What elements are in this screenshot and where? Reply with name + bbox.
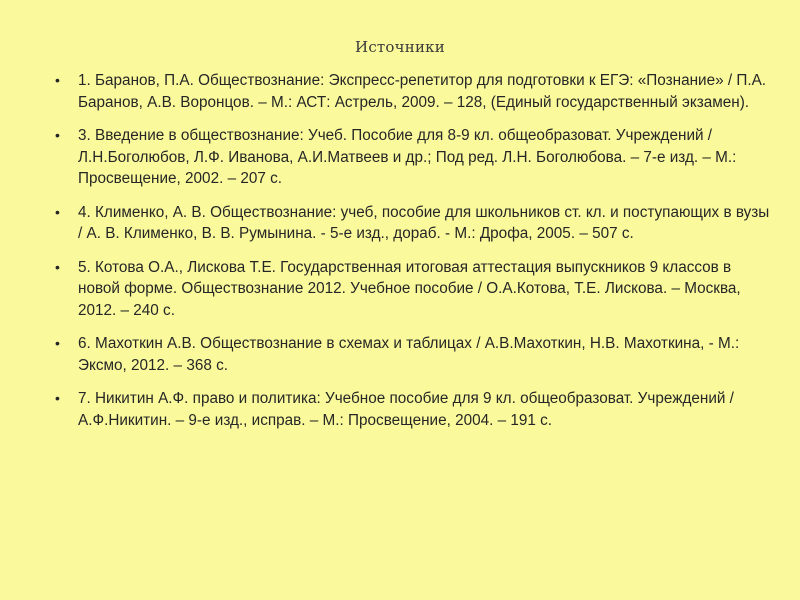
bullet-icon: • — [55, 203, 60, 220]
list-item — [55, 257, 770, 322]
bullet-icon: • — [55, 258, 60, 275]
bullet-icon: • — [55, 127, 60, 143]
sources-list — [55, 70, 770, 443]
list-item — [55, 125, 770, 190]
list-item-text: 6. Махоткин А.В. Обществознание в схемах и таблицах / А.В.Махоткин, Н.В. Махоткина, - М.: Эксмо, 2012. – 368 с. — [78, 335, 740, 374]
bullet-icon: • — [55, 72, 60, 88]
bullet-icon: • — [55, 335, 60, 351]
slide-title: Источники — [355, 38, 445, 56]
list-item — [55, 388, 770, 431]
list-item — [55, 333, 770, 376]
list-item-text: 5. Котова О.А., Лискова Т.Е. Государственная итоговая аттестация выпускников 9 классов в новой форме. Обществознание 2012. Учебное пособие / О.А.Котова, Т.Е. Лискова. – Москва, 2012. – 240 с. — [78, 258, 741, 319]
list-item-text: 4. Клименко, А. В. Обществознание: учеб, пособие для школьников ст. кл. и поступающих в вузы / А. В. Клименко, В. В. Румынина. - 5-е изд., дораб. - М.: Дрофа, 2005. – 507 с. — [78, 203, 770, 242]
bullet-icon: • — [55, 390, 60, 406]
list-item — [55, 202, 770, 245]
list-item-text: 1. Баранов, П.А. Обществознание: Экспресс-репетитор для подготовки к ЕГЭ: «Познание» / П.А. Баранов, А.В. Воронцов. – М.: АСТ: Астрель, 2009. – 128, (Единый государственный экзамен). — [78, 72, 767, 111]
list-item-text: 7. Никитин А.Ф. право и политика: Учебное пособие для 9 кл. общеобразоват. Учреждений / А.Ф.Никитин. – 9-е изд., исправ. – М.: Просвещение, 2004. – 191 с. — [78, 390, 734, 429]
list-item — [55, 70, 770, 113]
list-item-text: 3. Введение в обществознание: Учеб. Пособие для 8-9 кл. общеобразоват. Учреждений / Л.Н.Боголюбов, Л.Ф. Иванова, А.И.Матвеев и др.; Под ред. Л.Н. Боголюбова. – 7-е изд. – М.: Просвещение, 2002. – 207 с. — [78, 127, 737, 187]
